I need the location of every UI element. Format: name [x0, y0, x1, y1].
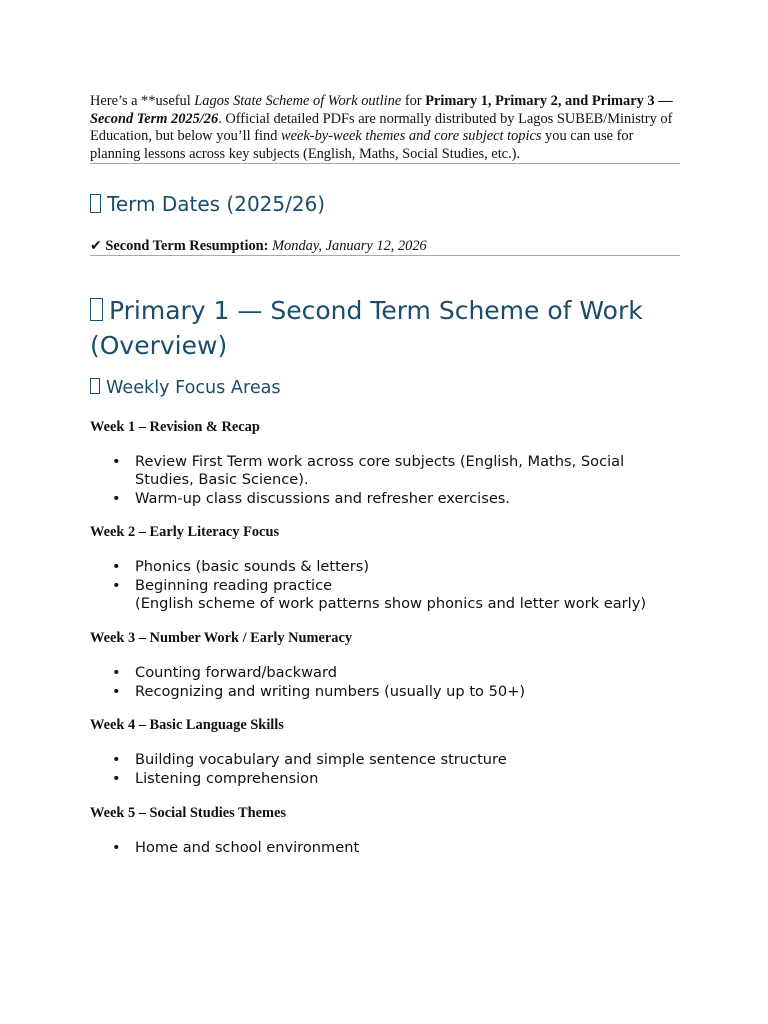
intro-text-3: for	[401, 93, 426, 109]
week-items	[90, 839, 680, 857]
week-section	[90, 629, 680, 701]
list-item: • Recognizing and writing numbers (usually up to 50+)	[90, 683, 680, 701]
week-title: Week 1 – Revision & Recap	[90, 419, 260, 435]
weeks-list	[90, 418, 680, 857]
list-item-note: (English scheme of work patterns show phonics and letter work early)	[135, 594, 647, 612]
intro-paragraph	[90, 93, 680, 163]
resumption-label: Second Term Resumption:	[105, 238, 269, 254]
list-item	[90, 577, 680, 612]
week-items	[90, 453, 680, 507]
intro-text-1: Here’s a **useful	[90, 93, 195, 109]
week-title: Week 2 – Early Literacy Focus	[90, 524, 280, 541]
pin-icon	[90, 378, 100, 394]
list-item: • Warm-up class discussions and refresher exercises.	[90, 490, 680, 508]
week-section	[90, 418, 680, 507]
week-items	[90, 664, 680, 701]
intro-term: Second Term 2025/26	[90, 110, 219, 127]
check-icon: ✔	[90, 238, 102, 254]
week-title: Week 4 – Basic Language Skills	[90, 717, 284, 734]
list-item: • Review First Term work across core subjects (English, Maths, Social Studies, Basic Science).	[90, 453, 680, 488]
resumption-line	[90, 237, 680, 255]
book-icon	[90, 298, 103, 321]
week-section	[90, 523, 680, 612]
week-section	[90, 804, 680, 857]
list-item: • Listening comprehension	[90, 770, 680, 788]
intro-grades: Primary 1, Primary 2, and Primary 3 —	[425, 93, 673, 109]
week-items	[90, 558, 680, 612]
week-title: Week 3 – Number Work / Early Numeracy	[90, 629, 353, 646]
intro-themes: week-by-week themes and core subject topics	[281, 128, 542, 144]
primary1-heading	[90, 293, 680, 363]
resumption-date: Monday, January 12, 2026	[272, 238, 427, 254]
document-body	[90, 93, 680, 858]
weekly-focus-heading	[90, 376, 680, 400]
list-item: • Building vocabulary and simple sentence structure	[90, 751, 680, 769]
primary1-heading-text: Primary 1 — Second Term Scheme of Work (Overview)	[90, 296, 643, 360]
calendar-icon	[90, 194, 101, 213]
weekly-focus-heading-text: Weekly Focus Areas	[106, 378, 281, 398]
intro-text-6: . Official detailed PDFs are normally distributed by Lagos SUBEB/Ministry of Education, but below you’ll find	[90, 110, 673, 144]
intro-text-8: you can use for planning lessons across key subjects (English, Maths, Social Studies, etc.).	[90, 128, 634, 162]
term-dates-heading-text: Term Dates (2025/26)	[107, 192, 326, 216]
list-item: • Phonics (basic sounds & letters)	[90, 558, 680, 576]
intro-outline-title: Lagos State Scheme of Work outline	[194, 93, 402, 109]
list-item-text: Beginning reading practice	[135, 577, 333, 595]
week-title: Week 5 – Social Studies Themes	[90, 804, 287, 821]
list-item: • Counting forward/backward	[90, 664, 680, 682]
week-section	[90, 716, 680, 788]
term-dates-heading	[90, 191, 680, 217]
list-item: • Home and school environment	[90, 839, 680, 857]
divider	[90, 163, 680, 164]
week-items	[90, 751, 680, 788]
divider	[90, 255, 680, 256]
